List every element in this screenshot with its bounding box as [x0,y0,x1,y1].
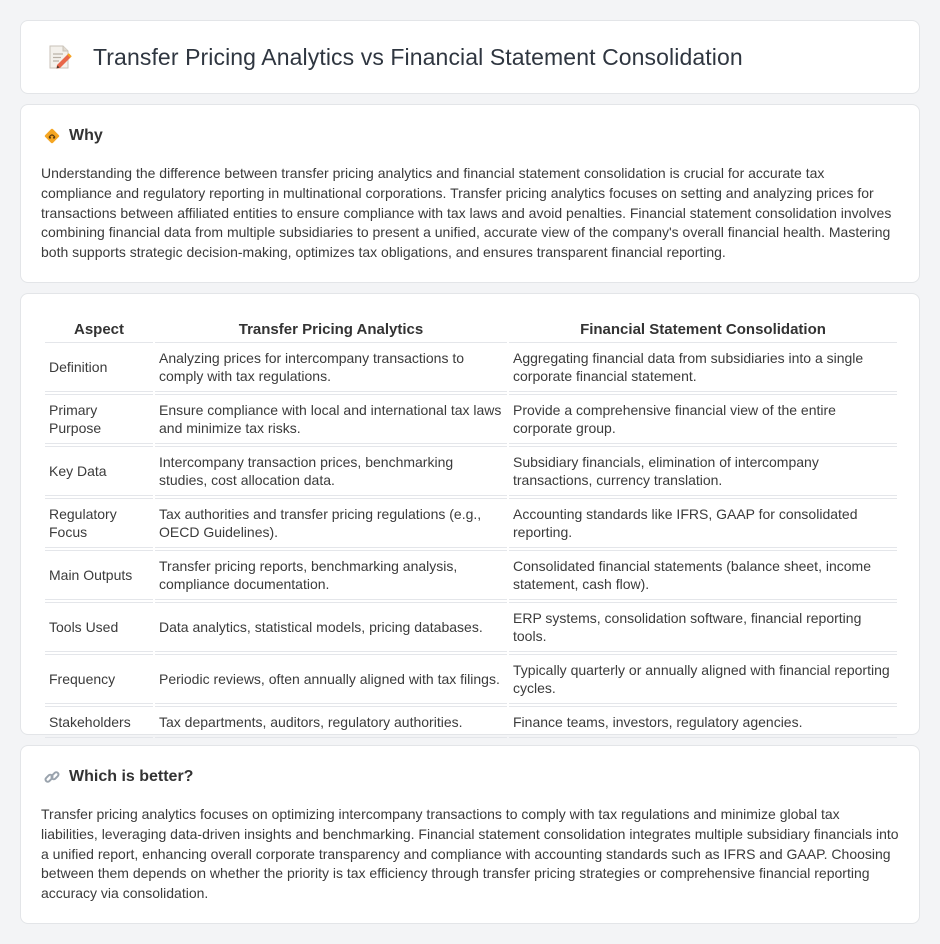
header-aspect: Aspect [73,320,125,338]
why-heading: Why [69,127,103,144]
why-header [43,127,103,145]
aspect-cell: Main Outputs [45,550,153,600]
consolidation-cell: Typically quarterly or annually aligned with financial reporting cycles. [509,654,897,704]
consolidation-cell: Finance teams, investors, regulatory agencies. [509,706,897,738]
consolidation-cell: Aggregating financial data from subsidiaries into a single corporate financial statement. [509,342,897,392]
transfer-pricing-cell: Tax authorities and transfer pricing regulations (e.g., OECD Guidelines). [155,498,507,548]
title-card [20,20,920,94]
comparison-section [20,293,920,735]
consolidation-cell: Provide a comprehensive financial view of the entire corporate group. [509,394,897,444]
table-row [45,550,897,600]
memo-pencil-icon [47,43,73,71]
comparison-table [43,316,899,740]
why-text: Understanding the difference between transfer pricing analytics and financial statement consolidation is crucial for accurate tax compliance and regulatory reporting in multinational corporations. Transfer pricing analytics focuses on setting and analyzing prices for transactions between affiliated entities to ensure compliance with tax laws and avoid penalties. Financial statement consolidation involves combining financial data from multiple subsidiaries to present a unified, accurate view of the company's overall financial health. Mastering both supports strategic decision-making, optimizes tax obligations, and ensures transparent financial reporting. [41,165,892,261]
link-icon [43,768,61,786]
title-row [47,43,743,71]
aspect-cell: Regulatory Focus [45,498,153,548]
aspect-cell: Definition [45,342,153,392]
which-is-better-section [20,745,920,924]
consolidation-cell: Subsidiary financials, elimination of intercompany transactions, currency translation. [509,446,897,496]
why-section [20,104,920,283]
table-header-row [45,318,897,340]
transfer-pricing-cell: Tax departments, auditors, regulatory authorities. [155,706,507,738]
aspect-cell: Primary Purpose [45,394,153,444]
diamond-sign-icon [43,127,61,145]
table-row [45,498,897,548]
table-row [45,394,897,444]
consolidation-cell: Accounting standards like IFRS, GAAP for consolidated reporting. [509,498,897,548]
header-transfer-pricing: Transfer Pricing Analytics [238,320,424,338]
table-row [45,654,897,704]
better-heading: Which is better? [69,768,194,785]
better-header [43,768,193,786]
transfer-pricing-cell: Intercompany transaction prices, benchmarking studies, cost allocation data. [155,446,507,496]
transfer-pricing-cell: Data analytics, statistical models, pricing databases. [155,602,507,652]
transfer-pricing-cell: Analyzing prices for intercompany transactions to comply with tax regulations. [155,342,507,392]
table-row [45,446,897,496]
consolidation-cell: ERP systems, consolidation software, financial reporting tools. [509,602,897,652]
table-row [45,602,897,652]
transfer-pricing-cell: Ensure compliance with local and international tax laws and minimize tax risks. [155,394,507,444]
table-row [45,706,897,738]
transfer-pricing-cell: Transfer pricing reports, benchmarking analysis, compliance documentation. [155,550,507,600]
table-row [45,342,897,392]
aspect-cell: Tools Used [45,602,153,652]
aspect-cell: Stakeholders [45,706,153,738]
aspect-cell: Frequency [45,654,153,704]
better-text: Transfer pricing analytics focuses on optimizing intercompany transactions to comply with tax regulations and minimize global tax liabilities, leveraging data-driven insights and benchmarking. Financial statement consolidation integrates multiple subsidiary financials into a unified report, enhancing overall corporate transparency and compliance with accounting standards such as IFRS and GAAP. Choosing between them depends on whether the priority is tax efficiency through transfer pricing strategies or comprehensive financial reporting accuracy via consolidation. [41,806,899,902]
header-consolidation: Financial Statement Consolidation [580,320,826,338]
transfer-pricing-cell: Periodic reviews, often annually aligned with tax filings. [155,654,507,704]
page-title: Transfer Pricing Analytics vs Financial Statement Consolidation [93,43,743,70]
aspect-cell: Key Data [45,446,153,496]
consolidation-cell: Consolidated financial statements (balance sheet, income statement, cash flow). [509,550,897,600]
